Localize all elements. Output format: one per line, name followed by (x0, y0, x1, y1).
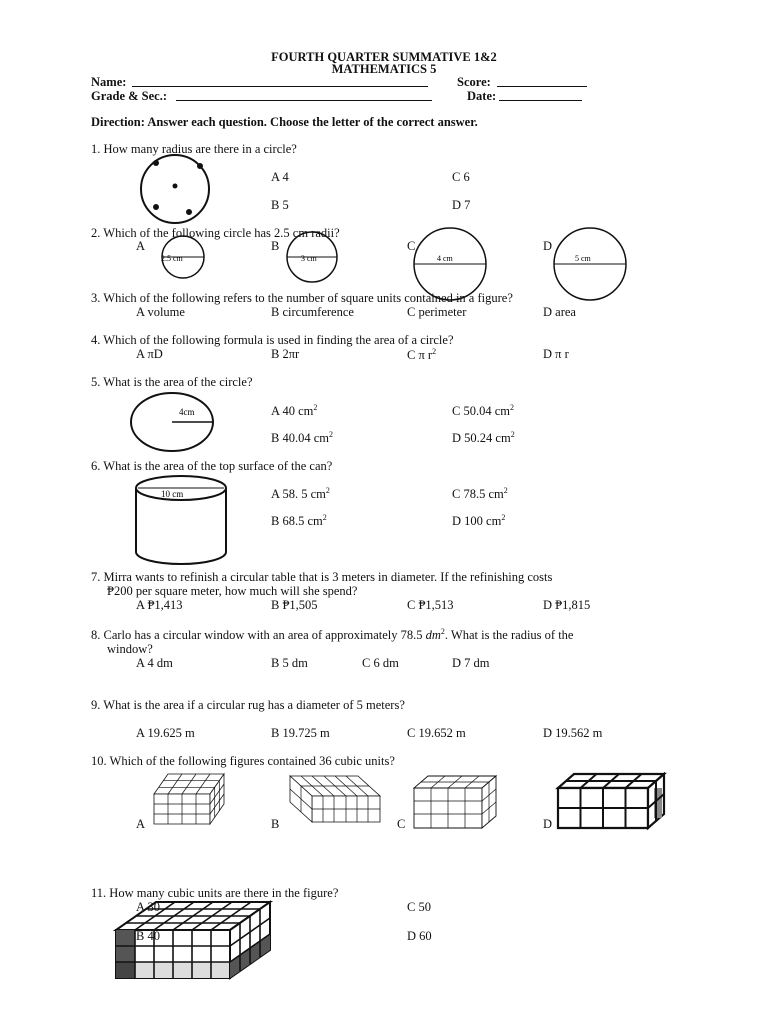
q8-text-line2: window? (107, 642, 153, 656)
q10-option-a[interactable]: A (136, 817, 146, 831)
q2-letter-a[interactable]: A (136, 239, 146, 253)
q10-option-c[interactable]: C (397, 817, 406, 831)
q7-text-line2: ₱200 per square meter, how much will she spend? (107, 584, 358, 598)
name-field[interactable] (132, 86, 428, 87)
q11-option-a[interactable]: A 30 (136, 900, 160, 914)
q6-option-d[interactable]: D 100 $cm^2$ (452, 513, 506, 529)
q9-option-c[interactable]: C 19.652 m (407, 726, 466, 740)
q3-option-d[interactable]: D area (543, 305, 576, 319)
title: FOURTH QUARTER SUMMATIVE 1&2 (271, 50, 497, 64)
q7-option-a[interactable]: A ₱1,413 (136, 598, 183, 612)
q10-figure-d (554, 770, 670, 832)
q4-option-c[interactable]: C π $r^2$ (407, 347, 437, 363)
q6-option-b[interactable]: B 68.5 $cm^2$ (271, 513, 327, 529)
q4-option-b[interactable]: B 2πr (271, 347, 300, 361)
q9-option-a[interactable]: A 19.625 m (136, 726, 195, 740)
q1-option-d[interactable]: D 7 (452, 198, 471, 212)
q5-option-c[interactable]: C 50.04 $cm^2$ (452, 403, 514, 419)
q3-option-a[interactable]: A volume (136, 305, 185, 319)
q5-option-b[interactable]: B 40.04 $cm^2$ (271, 430, 333, 446)
q1-option-c[interactable]: C 6 (452, 170, 470, 184)
q2-letter-d[interactable]: D (543, 239, 553, 253)
q5-text: 5. What is the area of the circle? (91, 375, 253, 389)
q4-text: 4. Which of the following formula is used in finding the area of a circle? (91, 333, 454, 347)
q11-option-b[interactable]: B 40 (136, 929, 160, 943)
subject: MATHEMATICS 5 (331, 62, 437, 76)
q1-option-b[interactable]: B 5 (271, 198, 289, 212)
q7-option-b[interactable]: B ₱1,505 (271, 598, 318, 612)
q4-option-d[interactable]: D π r (543, 347, 569, 361)
q7-text-line1: 7. Mirra wants to refinish a circular table that is 3 meters in diameter. If the refinishing costs (91, 570, 553, 584)
q7-option-d[interactable]: D ₱1,815 (543, 598, 591, 612)
q3-text: 3. Which of the following refers to the number of square units contained in a figure? (91, 291, 513, 305)
q10-figure-a (150, 772, 230, 828)
q9-text: 9. What is the area if a circular rug has a diameter of 5 meters? (91, 698, 405, 712)
q10-option-d[interactable]: D (543, 817, 553, 831)
q8-option-c[interactable]: C 6 dm (362, 656, 399, 670)
q11-text: 11. How many cubic units are there in the figure? (91, 886, 339, 900)
grade-label: Grade & Sec.: (91, 89, 168, 103)
q5-option-a[interactable]: A 40 $cm^2$ (271, 403, 318, 419)
q10-figure-c (408, 772, 504, 832)
q5-option-d[interactable]: D 50.24 $cm^2$ (452, 430, 515, 446)
q10-option-b[interactable]: B (271, 817, 280, 831)
q2-label-b: 3 cm (301, 254, 317, 263)
q1-text: 1. How many radius are there in a circle? (91, 142, 297, 156)
name-label: Name: (91, 75, 127, 89)
score-label: Score: (457, 75, 491, 89)
q10-text: 10. Which of the following figures contained 36 cubic units? (91, 754, 395, 768)
q8-text-line1: 8. Carlo has a circular window with an area of approximately 78.5 $dm^2$. What is the radius of the (91, 627, 574, 643)
q2-letter-c[interactable]: C (407, 239, 416, 253)
q2-label-c: 4 cm (437, 254, 453, 263)
q9-option-b[interactable]: B 19.725 m (271, 726, 330, 740)
grade-field[interactable] (176, 100, 432, 101)
q11-option-d[interactable]: D 60 (407, 929, 432, 943)
q5-radius-label: 4cm (179, 407, 195, 417)
q2-label-a: 2.5 cm (161, 254, 183, 263)
q4-option-a[interactable]: A πD (136, 347, 163, 361)
q6-diameter-label: 10 cm (161, 489, 184, 499)
q8-option-b[interactable]: B 5 dm (271, 656, 308, 670)
q8-option-a[interactable]: A 4 dm (136, 656, 173, 670)
q8-option-d[interactable]: D 7 dm (452, 656, 490, 670)
q6-can-figure (134, 474, 230, 566)
q1-option-a[interactable]: A 4 (271, 170, 289, 184)
q6-text: 6. What is the area of the top surface of the can? (91, 459, 333, 473)
q9-option-d[interactable]: D 19.562 m (543, 726, 603, 740)
q6-option-c[interactable]: C 78.5 $cm^2$ (452, 486, 508, 502)
q2-text: 2. Which of the following circle has 2.5 cm radii? (91, 226, 340, 240)
q3-option-c[interactable]: C perimeter (407, 305, 467, 319)
date-field[interactable] (499, 100, 582, 101)
q2-label-d: 5 cm (575, 254, 591, 263)
score-field[interactable] (497, 86, 587, 87)
q7-option-c[interactable]: C ₱1,513 (407, 598, 454, 612)
q3-option-b[interactable]: B circumference (271, 305, 354, 319)
q6-option-a[interactable]: A 58. 5 $cm^2$ (271, 486, 330, 502)
q5-circle-figure (130, 392, 216, 454)
q2-letter-b[interactable]: B (271, 239, 280, 253)
date-label: Date: (467, 89, 497, 103)
q10-figure-b (286, 772, 386, 828)
q1-circle-figure (136, 160, 216, 220)
direction: Direction: Answer each question. Choose the letter of the correct answer. (91, 115, 478, 129)
q11-option-c[interactable]: C 50 (407, 900, 431, 914)
